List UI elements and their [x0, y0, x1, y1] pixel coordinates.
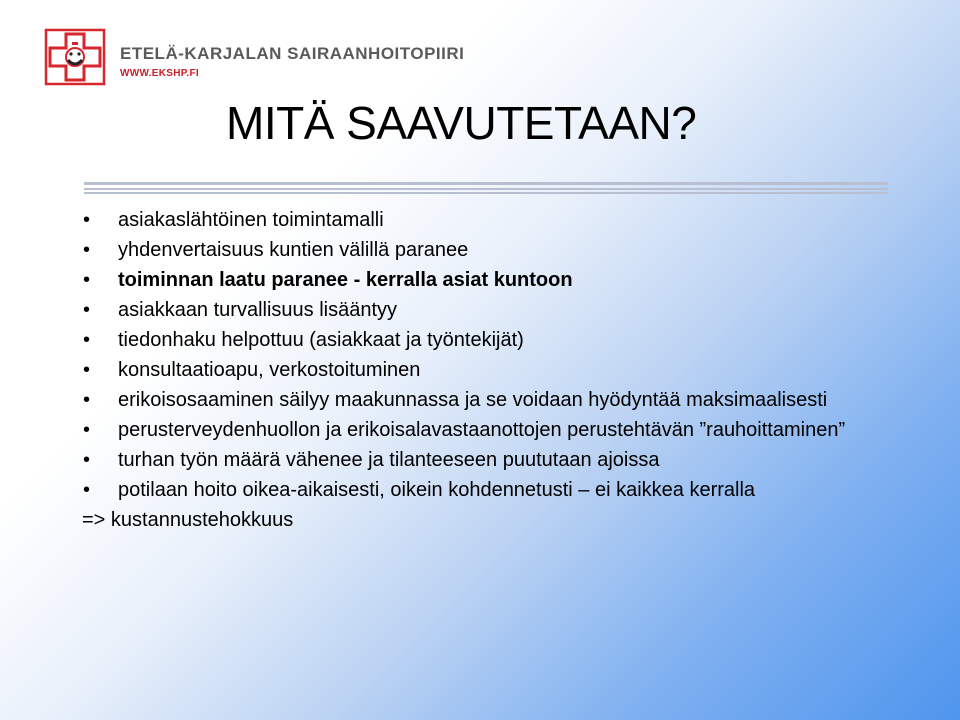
list-item-text: toiminnan laatu paranee - kerralla asiat kuntoon [118, 269, 573, 291]
bullet-icon: • [83, 239, 91, 261]
conclusion-text: => kustannustehokkuus [82, 509, 294, 531]
bullet-icon: • [83, 209, 91, 231]
bullet-icon: • [83, 449, 91, 471]
list-item-text: asiakkaan turvallisuus lisääntyy [118, 299, 398, 321]
list-item-text: perusterveydenhuollon ja erikoisalavastaanottojen perustehtävän ”rauhoittaminen” [118, 419, 846, 441]
slide-content [78, 208, 918, 532]
list-item-text: erikoisosaaminen säilyy maakunnassa ja se voidaan hyödyntää maksimaalisesti [118, 389, 828, 411]
list-item [78, 358, 918, 382]
title-divider [84, 182, 888, 196]
divider-line [84, 192, 888, 194]
list-item-text: yhdenvertaisuus kuntien välillä paranee [118, 239, 469, 261]
bullet-list [78, 208, 918, 502]
list-item [78, 418, 918, 442]
list-item [78, 208, 918, 232]
list-item-text: potilaan hoito oikea-aikaisesti, oikein kohdennetusti – ei kaikkea kerralla [118, 479, 756, 501]
list-item [78, 298, 918, 322]
cross-face-logo-icon [44, 28, 106, 86]
divider-line [84, 188, 888, 190]
organization-url: WWW.EKSHP.FI [120, 68, 199, 79]
bullet-icon: • [83, 329, 91, 351]
bullet-icon: • [83, 299, 91, 321]
list-item-text: konsultaatioapu, verkostoituminen [118, 359, 421, 381]
list-item-text: turhan työn määrä vähenee ja tilanteeseen puututaan ajoissa [118, 449, 660, 471]
slide-title: MITÄ SAAVUTETAAN? [226, 97, 697, 149]
list-item [78, 268, 918, 292]
list-item-text: tiedonhaku helpottuu (asiakkaat ja työntekijät) [118, 329, 524, 351]
list-item-text: asiakaslähtöinen toimintamalli [118, 209, 384, 231]
bullet-icon: • [83, 269, 91, 291]
bullet-icon: • [83, 419, 91, 441]
bullet-icon: • [83, 389, 91, 411]
divider-line [84, 182, 888, 185]
list-item [78, 238, 918, 262]
list-item [78, 448, 918, 472]
list-item [78, 328, 918, 352]
list-item [78, 388, 918, 412]
organization-name: ETELÄ-KARJALAN SAIRAANHOITOPIIRI [120, 44, 465, 63]
list-item [78, 478, 918, 502]
organization-logo [44, 28, 465, 90]
bullet-icon: • [83, 479, 91, 501]
bullet-icon: • [83, 359, 91, 381]
